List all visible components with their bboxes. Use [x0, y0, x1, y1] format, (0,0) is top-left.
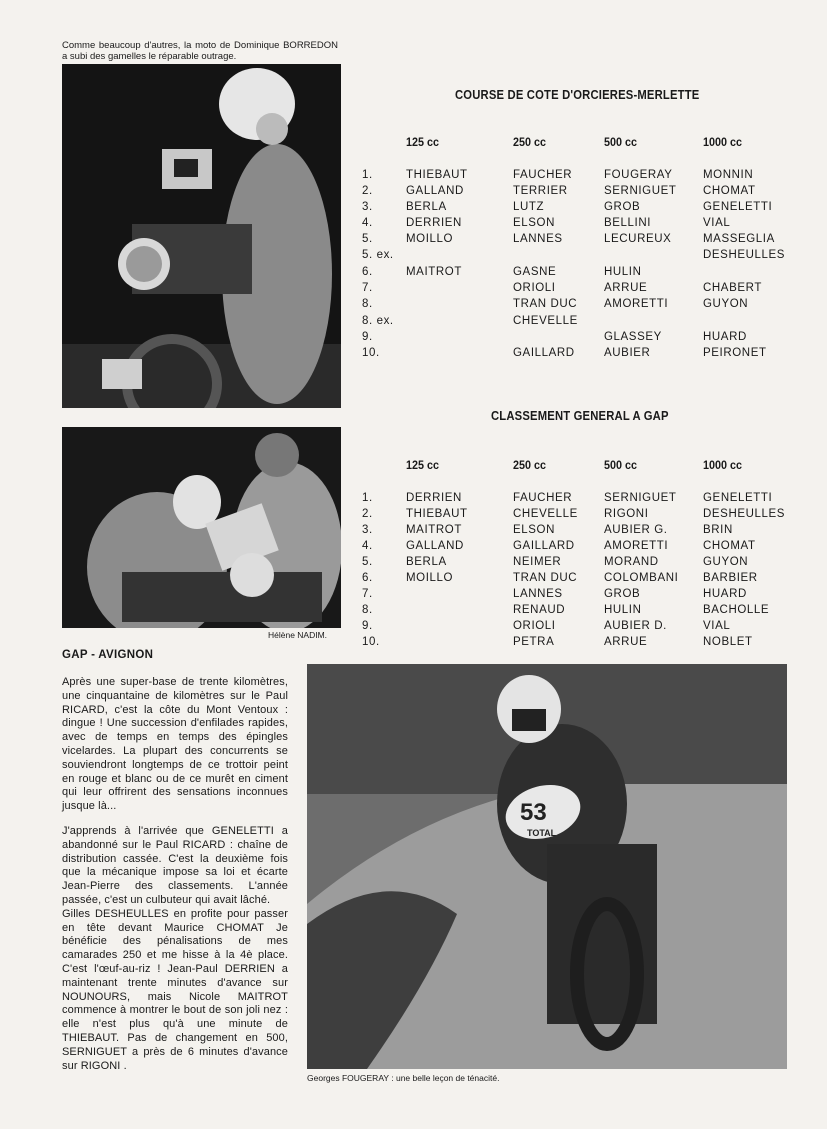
result-row [362, 215, 802, 231]
rider-name: GAILLARD [513, 347, 575, 359]
result-position: 1. [362, 169, 373, 181]
race2-header-250: 250 cc [513, 458, 547, 472]
article-heading: GAP - AVIGNON [62, 649, 154, 661]
rider-name: DESHEULLES [703, 508, 786, 520]
rider-name: FOUGERAY [604, 169, 673, 181]
result-position: 2. [362, 508, 373, 520]
photo-caption-bottom: Georges FOUGERAY : une belle leçon de ténacité. [307, 1073, 500, 1083]
rider-name: GUYON [703, 556, 749, 568]
article-paragraph: Gilles DESHEULLES en profite pour passer en tête devant Maurice CHOMAT Je bénéficie des pénalisations de mes camarades 250 et me hisse à la 4è place. C'est l'œuf-au-riz ! Jean-Paul DERRIEN a maintenant trente minutes d'avance sur NOUNOURS, mais Nicole MAITROT commence à montrer le bout de son joli nez : elle n'est plus qu'à une minute de THIEBAUT. Pas de changement en 500, SERNIGUET a près de 6 minutes d'avance sur RIGONI . [62, 907, 288, 1072]
result-position: 1. [362, 492, 373, 504]
rider-name: GROB [604, 201, 641, 213]
rider-name: THIEBAUT [406, 169, 468, 181]
photo-credit: Hélène NADIM. [268, 630, 328, 640]
result-position: 6. [362, 572, 373, 584]
article-paragraph: Après une super-base de trente kilomètres, une cinquantaine de kilomètres sur le Paul RICARD, c'est la côte du Mont Ventoux : dingue ! Une succession d'enfilades rapides, avec de temps en temps des épingles vicelardes. La plupart des concurrents se souviendront longtemps de ce trottoir peint en rouge et blanc ou de ce murêt en ciment qui leur offrirent des sensations inconnues jusque là... [62, 676, 288, 813]
rider-name: GENELETTI [703, 201, 773, 213]
rider-name: MAITROT [406, 524, 462, 536]
result-position: 10. [362, 347, 380, 359]
rider-name: HULIN [604, 604, 642, 616]
rider-name: ARRUE [604, 282, 648, 294]
result-row [362, 313, 802, 329]
rider-name: LECUREUX [604, 233, 672, 245]
rider-name: PEIRONET [703, 347, 767, 359]
rider-name: MOILLO [406, 572, 454, 584]
race1-header-125: 125 cc [406, 135, 440, 149]
result-row [362, 280, 802, 296]
result-row [362, 247, 802, 263]
result-row [362, 554, 802, 570]
result-position: 3. [362, 524, 373, 536]
number-plate-sponsor: TOTAL [527, 828, 557, 838]
result-position: 7. [362, 588, 373, 600]
rider-name: CHEVELLE [513, 315, 578, 327]
rider-name: CHABERT [703, 282, 762, 294]
rider-name: TRAN DUC [513, 572, 578, 584]
result-row [362, 506, 802, 522]
result-position: 6. [362, 266, 373, 278]
rider-name: FAUCHER [513, 492, 573, 504]
race2-title: CLASSEMENT GENERAL A GAP [491, 409, 669, 423]
rider-name: ORIOLI [513, 282, 556, 294]
rider-name: LUTZ [513, 201, 545, 213]
rider-name: AUBIER G. [604, 524, 668, 536]
rider-name: DERRIEN [406, 217, 462, 229]
rider-name: BERLA [406, 556, 447, 568]
rider-name: TERRIER [513, 185, 568, 197]
result-row [362, 345, 802, 361]
result-position: 5. [362, 556, 373, 568]
rider-name: SERNIGUET [604, 185, 677, 197]
rider-name: GALLAND [406, 540, 464, 552]
result-position: 4. [362, 217, 373, 229]
rider-name: CHOMAT [703, 540, 756, 552]
photo-caption-top: Comme beaucoup d'autres, la moto de Dominique BORREDON a subi des gamelles le réparable outrage. [62, 40, 338, 62]
race2-results-table [362, 457, 802, 657]
number-plate-text: 53 [520, 799, 547, 826]
rider-name: NEIMER [513, 556, 562, 568]
rider-name: GENELETTI [703, 492, 773, 504]
result-row [362, 586, 802, 602]
race2-header-125: 125 cc [406, 458, 440, 472]
result-row [362, 490, 802, 506]
rider-name: ELSON [513, 217, 555, 229]
rider-name: BELLINI [604, 217, 652, 229]
rider-name: BERLA [406, 201, 447, 213]
result-row [362, 634, 802, 650]
rider-name: LANNES [513, 233, 563, 245]
rider-name: LANNES [513, 588, 563, 600]
result-row [362, 538, 802, 554]
rider-name: MOILLO [406, 233, 454, 245]
rider-name: VIAL [703, 620, 731, 632]
rider-name: CHEVELLE [513, 508, 578, 520]
result-row [362, 264, 802, 280]
rider-name: THIEBAUT [406, 508, 468, 520]
photo-rider-53-cornering [307, 664, 787, 1069]
result-position: 5. ex. [362, 249, 394, 261]
rider-name: VIAL [703, 217, 731, 229]
rider-name: ORIOLI [513, 620, 556, 632]
rider-name: MORAND [604, 556, 659, 568]
race2-header-1000: 1000 cc [703, 458, 743, 472]
result-position: 9. [362, 331, 373, 343]
rider-name: DERRIEN [406, 492, 462, 504]
rider-name: NOBLET [703, 636, 753, 648]
rider-name: MONNIN [703, 169, 754, 181]
result-row [362, 602, 802, 618]
result-row [362, 199, 802, 215]
rider-name: AMORETTI [604, 540, 669, 552]
rider-name: AUBIER [604, 347, 651, 359]
result-row [362, 522, 802, 538]
result-position: 10. [362, 636, 380, 648]
rider-name: HULIN [604, 266, 642, 278]
result-position: 8. ex. [362, 315, 394, 327]
race1-title: COURSE DE COTE D'ORCIERES-MERLETTE [455, 88, 700, 102]
rider-name: AMORETTI [604, 298, 669, 310]
result-position: 5. [362, 233, 373, 245]
result-row [362, 618, 802, 634]
rider-name: DESHEULLES [703, 249, 786, 261]
rider-name: BRIN [703, 524, 733, 536]
race1-header-500: 500 cc [604, 135, 638, 149]
rider-name: HUARD [703, 331, 747, 343]
result-row [362, 570, 802, 586]
result-position: 8. [362, 298, 373, 310]
race1-results-table [362, 134, 802, 364]
rider-name: ELSON [513, 524, 555, 536]
article-paragraph: J'apprends à l'arrivée que GENELETTI a abandonné sur le Paul RICARD : chaîne de distribution cassée. C'est la deuxième fois que la mécanique impose sa loi et écarte Jean-Pierre des classements. L'année passée, c'est un culbuteur qui avait lâché. [62, 824, 288, 906]
race1-header-1000: 1000 cc [703, 135, 743, 149]
rider-name: CHOMAT [703, 185, 756, 197]
result-row [362, 296, 802, 312]
rider-name: GASNE [513, 266, 557, 278]
rider-name: GALLAND [406, 185, 464, 197]
rider-name: ARRUE [604, 636, 648, 648]
result-position: 7. [362, 282, 373, 294]
race1-header-250: 250 cc [513, 135, 547, 149]
rider-name: PETRA [513, 636, 555, 648]
rider-name: TRAN DUC [513, 298, 578, 310]
rider-name: COLOMBANI [604, 572, 679, 584]
rider-name: MASSEGLIA [703, 233, 775, 245]
result-row [362, 329, 802, 345]
race2-header-500: 500 cc [604, 458, 638, 472]
photo-motorbike-rider-night [62, 64, 341, 408]
result-position: 2. [362, 185, 373, 197]
rider-name: RIGONI [604, 508, 649, 520]
result-row [362, 183, 802, 199]
rider-name: HUARD [703, 588, 747, 600]
photo-riders-reading-sheet [62, 427, 341, 628]
rider-name: RENAUD [513, 604, 566, 616]
result-position: 3. [362, 201, 373, 213]
rider-name: AUBIER D. [604, 620, 667, 632]
result-position: 9. [362, 620, 373, 632]
rider-name: BARBIER [703, 572, 758, 584]
result-row [362, 231, 802, 247]
rider-name: GLASSEY [604, 331, 662, 343]
article-body [62, 676, 288, 1084]
rider-name: GAILLARD [513, 540, 575, 552]
rider-name: MAITROT [406, 266, 462, 278]
rider-name: SERNIGUET [604, 492, 677, 504]
rider-name: BACHOLLE [703, 604, 770, 616]
rider-name: GUYON [703, 298, 749, 310]
rider-name: FAUCHER [513, 169, 573, 181]
result-row [362, 167, 802, 183]
result-position: 8. [362, 604, 373, 616]
result-position: 4. [362, 540, 373, 552]
rider-name: GROB [604, 588, 641, 600]
